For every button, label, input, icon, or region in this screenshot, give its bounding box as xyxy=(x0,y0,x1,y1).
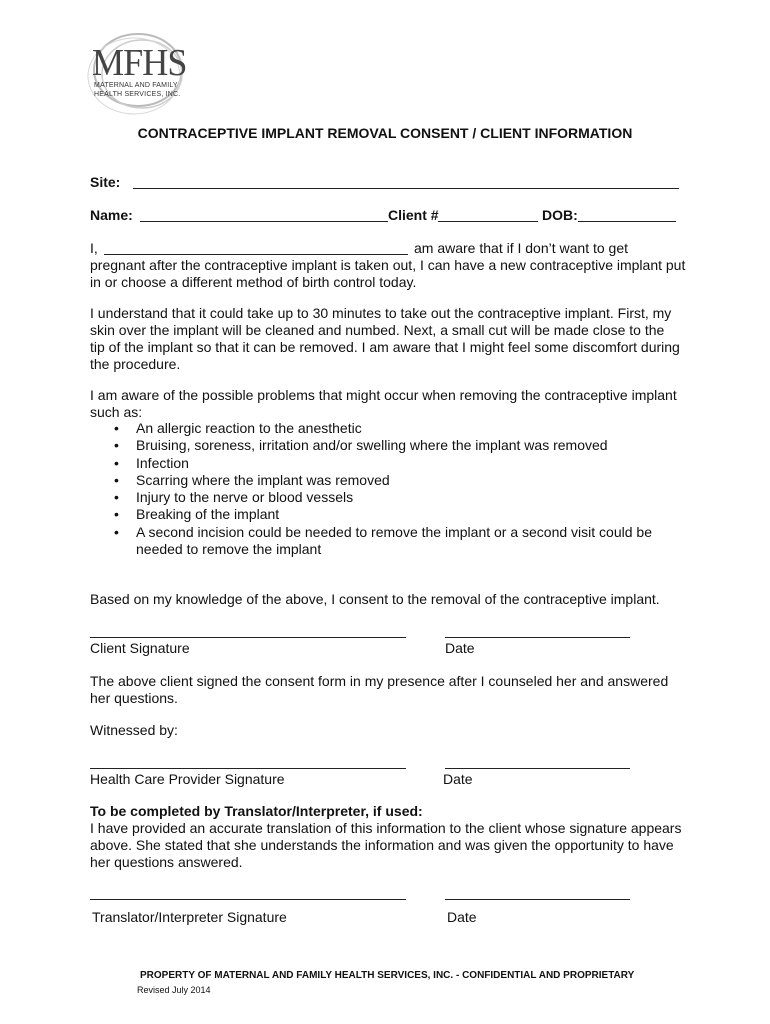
client-signature-label: Client Signature xyxy=(90,640,190,656)
intro-suffix: am aware that if I don’t want to get xyxy=(414,240,629,256)
translator-date-field[interactable] xyxy=(445,899,630,900)
footer-notice: PROPERTY OF MATERNAL AND FAMILY HEALTH SERVICES, INC. - CONFIDENTIAL AND PROPRIETARY xyxy=(140,970,635,981)
provider-date-field[interactable] xyxy=(445,768,630,769)
client-date-field[interactable] xyxy=(445,637,630,638)
dob-label: DOB: xyxy=(542,207,578,223)
client-name-field[interactable] xyxy=(104,254,408,255)
provider-signature-field[interactable] xyxy=(90,768,406,769)
translator-statement: I have provided an accurate translation of this information to the client whose signature appears above. She stated that she understands the information and was given the opportunity to have her questions answered. xyxy=(90,820,682,870)
page-title: CONTRACEPTIVE IMPLANT REMOVAL CONSENT / CLIENT INFORMATION xyxy=(137,125,633,141)
client-number-field[interactable] xyxy=(438,221,538,222)
list-item: • Scarring where the implant was removed xyxy=(108,472,668,489)
name-label: Name: xyxy=(90,207,133,223)
revision-date: Revised July 2014 xyxy=(137,985,211,995)
client-date-label: Date xyxy=(445,640,475,656)
provider-date-label: Date xyxy=(443,771,473,787)
name-field[interactable] xyxy=(140,221,388,222)
logo-line-1: MATERNAL AND FAMILY xyxy=(94,82,178,89)
logo-mark: MFHS xyxy=(92,42,187,84)
intro-line-3: in or choose a different method of birth control today. xyxy=(90,274,417,290)
intro-line-2: pregnant after the contraceptive implant is taken out, I can have a new contraceptive implant put xyxy=(90,257,686,273)
procedure-paragraph: I understand that it could take up to 30 minutes to take out the contraceptive implant. First, my skin over the implant will be cleaned and numbed. Next, a small cut will be made close to the tip of the implant so that it can be removed. I am aware that I might feel some discomfort during the procedure. xyxy=(90,305,680,372)
mfhs-logo xyxy=(86,30,196,125)
site-label: Site: xyxy=(90,174,121,190)
list-item: • Breaking of the implant xyxy=(108,506,668,523)
translator-heading: To be completed by Translator/Interpreter, if used: xyxy=(90,803,423,819)
translator-date-label: Date xyxy=(447,909,477,925)
list-item: • A second incision could be needed to remove the implant or a second visit could be needed to remove the implant xyxy=(108,524,668,559)
dob-field[interactable] xyxy=(578,221,676,222)
intro-prefix: I, xyxy=(90,240,98,256)
consent-statement: Based on my knowledge of the above, I consent to the removal of the contraceptive implant. xyxy=(90,591,660,607)
provider-signature-label: Health Care Provider Signature xyxy=(90,771,285,787)
list-item: • Infection xyxy=(108,455,668,472)
risks-intro: I am aware of the possible problems that might occur when removing the contraceptive implant such as: xyxy=(90,387,677,420)
logo-line-2: HEALTH SERVICES, INC. xyxy=(94,91,181,98)
translator-signature-label: Translator/Interpreter Signature xyxy=(92,909,287,925)
list-item: • Injury to the nerve or blood vessels xyxy=(108,489,668,506)
client-signature-field[interactable] xyxy=(90,637,406,638)
list-item: • An allergic reaction to the anesthetic xyxy=(108,420,668,437)
witnessed-by-label: Witnessed by: xyxy=(90,722,178,738)
translator-signature-field[interactable] xyxy=(90,899,406,900)
client-number-label: Client # xyxy=(388,207,439,223)
witness-statement: The above client signed the consent form in my presence after I counseled her and answered her questions. xyxy=(90,673,669,706)
risks-list xyxy=(108,420,668,558)
site-field[interactable] xyxy=(133,188,679,189)
list-item: • Bruising, soreness, irritation and/or swelling where the implant was removed xyxy=(108,437,668,454)
